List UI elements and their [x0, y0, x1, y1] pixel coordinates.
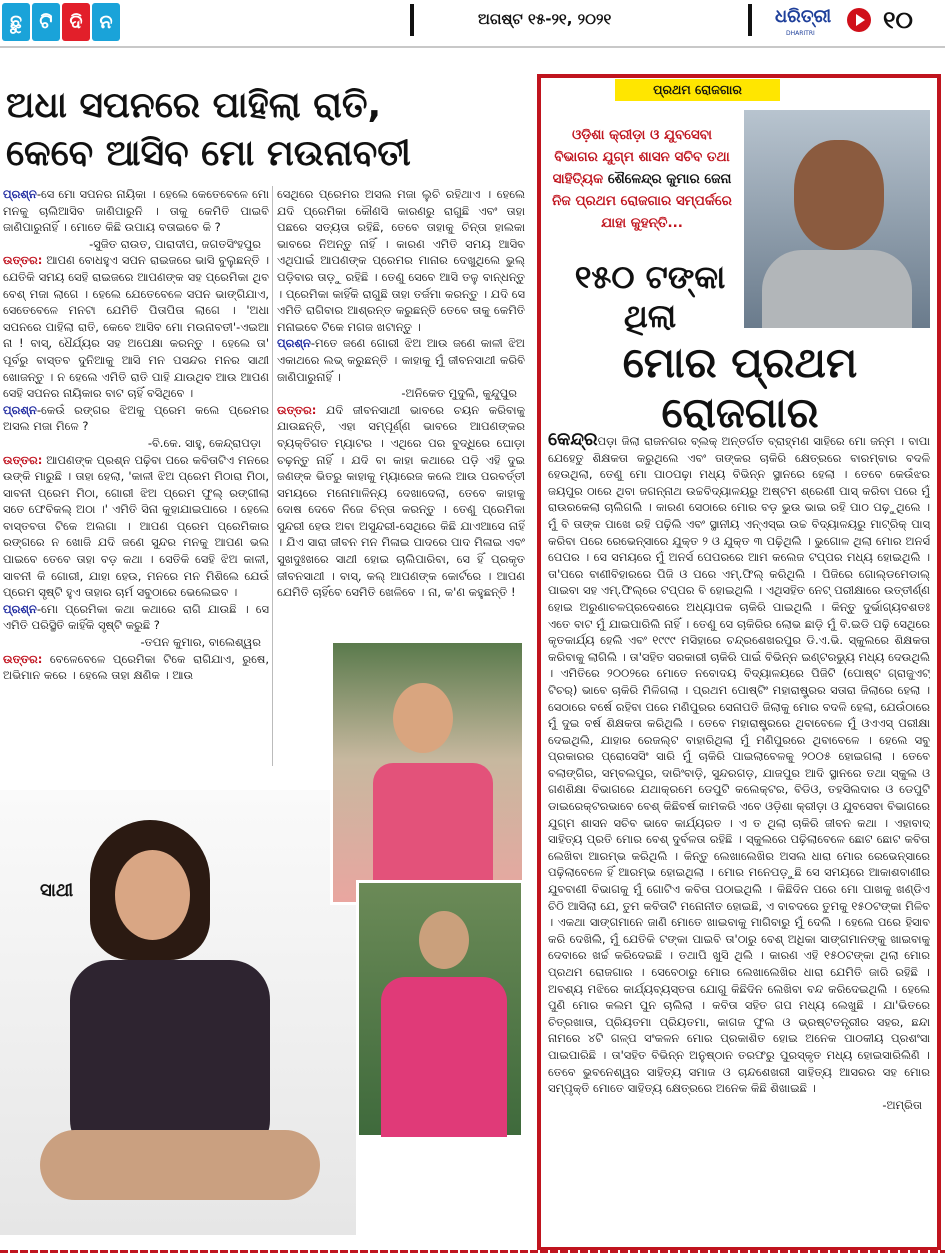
intro-person-name: ଶୈଳେନ୍ଦ୍ର କୁମାର ଜେନା	[607, 171, 732, 187]
question-label: ପ୍ରଶ୍ନ	[3, 402, 37, 417]
question	[3, 402, 269, 435]
feature-text: ପଡ଼ା ଜିଲା ରାଜନଗର ବ୍ଲକ୍ ଅନ୍ତର୍ଗତ ବ୍ରାହ୍ମଣ ସାହିରେ ମୋ ଜନ୍ମ । ବାପା ଯେହେତୁ ଶିକ୍ଷକତା କରୁଥିଲେ ଏବଂ ତାଙ୍କର ଚାକିରି କ୍ଷେତ୍ରରେ ବାରମ୍ବାର ବଦଳି ହେଉଥିଲା, ତେଣୁ ମୋ ପାଠପଢ଼ା ମଧ୍ୟ ବିଭିନ୍ନ ସ୍ଥାନରେ ହେଲା । ତେବେ କେଉଁଝର ଜୟପୁର ଠାରେ ଥିବା ଜଗନ୍ନାଥ ଉଚ୍ଚବିଦ୍ୟାଳୟରୁ ଅଷ୍ଟମ ଶ୍ରେଣୀ ପାସ୍ କରିବା ପରେ ମୁଁ ରାଉରକେଲା ଚାଲିଗଲି । କାରଣ ସେଠାରେ ମୋର ବଡ଼ ଭୁଉ ଭାଇ ରହି ପାଠ ପଢ଼ୁଥିଲେ । ମୁଁ ବି ତାଙ୍କ ପାଖେ ରହି ପଢ଼ିଲି ଏବଂ ସ୍ଥାନୀୟ ଏନ୍ଏସ୍ଇ ଉଚ୍ଚ ବିଦ୍ୟାଳୟରୁ ମାଟ୍ରିକ୍ ପାସ୍ କରିବା ପରେ ରେଭେନ୍ସାରେ ଯୁକ୍ତ ୨ ଓ ଯୁକ୍ତ ୩ ପଢ଼ିଥିଲି । ଭୁଗୋଳ ଥିଲା ମୋର ଅନର୍ସ ପେପର । ସେ ସମୟରେ ମୁଁ ଅନର୍ସ ପେପରରେ ଆମ କଲେଜ ଟପ୍ପର ମଧ୍ୟ ହୋଇଥିଲି । ତା'ପରେ ବାଣୀବିହାରରେ ପିଜି ଓ ପରେ ଏମ୍.ଫିଲ୍ କରିଥିଲି । ପିଜିରେ ଗୋଲ୍ଡମେଡାଲ୍ ପାଇବା ସହ ଏମ୍.ଫିଲ୍‌ରେ ଟପ୍ପର ବି ହୋଇଥିଲି । ଏଥିସହିତ ନେଟ୍ ପରୀକ୍ଷାରେ ଉତ୍ତୀର୍ଣ୍ଣ ହୋଇ ଅରୁଣାଚଳପ୍ରଦେଶରେ ଅଧ୍ୟାପକ ଚାକିରି ପାଇଥିଲି । କିନ୍ତୁ ଦୁର୍ଭାଗ୍ୟବଶତଃ ଏତେ ବାଟ ମୁଁ ଯାଇପାରିଲି ନାହିଁ । ତେଣୁ ସେ ଚାକିରିର ଲୋଭ ଛାଡ଼ି ମୁଁ ବି.ଇଡି ପଢ଼ି ସେଥିରେ କୃତକାର୍ଯ୍ୟ ହେଲି ଏବଂ ୧୯୯୯ ମସିହାରେ ଚନ୍ଦ୍ରଶେଖରପୁର ଡି.ଏ.ଭି. ସ୍କୁଲରେ ଶିକ୍ଷକତା କରିବାକୁ ଲାଗିଲି । ତା'ସହିତ ସରକାରୀ ଚାକିରି ପାଇଁ ବିଭିନ୍ନ ଇଣ୍ଟରଭ୍ୟୁ ମଧ୍ୟ ଦେଉଥିଲି । ଏମିତିରେ ୨୦୦୨ରେ ମୋତେ ନବୋଦୟ ବିଦ୍ୟାଳୟରେ ପିଜିଟି (ପୋଷ୍ଟ ଗ୍ରାଜୁଏଟ୍ ଟିଚର୍) ଭାବେ ଚାକିରି ମିଳିଗଲା । ପ୍ରଥମ ପୋଷ୍ଟିଂ ମହାରାଷ୍ଟ୍ରର ସତାରା ଜିଲାରେ ହେଲା । ସେଠାରେ ବର୍ଷେ ରହିବା ପରେ ମଣିପୁରର ସେନାପତି ଜିଲାକୁ ମୋର ବଦଳି ହେଲା, ଯେଉଁଠାରେ ମୁଁ ଦୁଇ ବର୍ଷ ଶିକ୍ଷକତା କରିଥିଲି । ତେବେ ମହାରାଷ୍ଟ୍ରରେ ଥିବାବେଳେ ମୁଁ ଓଏଏସ୍ ପରୀକ୍ଷା ଦେଇଥିଲି, ଯାହାର ରେଜଲ୍ଟ ବାହାରିଥିଲା ମୁଁ ମଣିପୁରରେ ଥିବାବେଳେ । ହେଲେ ସବୁ ପ୍ରକାରର ପ୍ରୋସେସିଂ ସାରି ମୁଁ ଚାକିରି ପାଇଲାବେଳକୁ ୨୦୦୫ ହୋଇଗଲା । ତେବେ ବଲାଙ୍ଗିର, ସମ୍ବଲପୁର, ଦାରିଂବାଡ଼ି, ସୁନ୍ଦରଗଡ଼, ଯାଜପୁର ଆଦି ସ୍ଥାନରେ ତଥା ସ୍କୁଲ ଓ ଗଣଶିକ୍ଷା ବିଭାଗରେ ଯଥାକ୍ରମେ ଡେପୁଟି କଲେକ୍ଟର, ବିଡିଓ, ତହସିଲଦାର ଓ ଡେପୁଟି ଡାଇରେକ୍ଟରଭାବେ ବେଶ୍ କିଛିବର୍ଷ କାମକରି ଏବେ ଓଡ଼ିଶା କ୍ରୀଡ଼ା ଓ ଯୁବସେବା ବିଭାଗରେ ଯୁଗ୍ମ ଶାସନ ସଚିବ ଭାବେ କାର୍ଯ୍ୟରତ । ଏ ତ ଥିଲା ଚାକିରି ଜୀବନ କଥା । ଏହାବାଦ୍ ସାହିତ୍ୟ ପ୍ରତି ମୋର ବେଶ୍ ଦୁର୍ବଳତା ରହିଛି । ସ୍କୁଲରେ ପଢ଼ିଲାବେଳେ ଛୋଟ ଛୋଟ କବିତା ଲେଖିବା ଆରମ୍ଭ କରିଥିଲି । କିନ୍ତୁ ଲେଖାଲେଖିର ଅସଲ ଧାରା ମୋର ରେଭେନ୍ସାରେ ପଢ଼ିଲାବେଳେ ହିଁ ଆରମ୍ଭ ହୋଇଥିଲା । ମୋର ମନେପଡ଼ୁଛି ସେ ସମୟରେ ଆକାଶବାଣୀର ଯୁବବାଣୀ ବିଭାଗକୁ ମୁଁ ଗୋଟିଏ କବିତା ପଠାଇଥିଲି । କିଛିଦିନ ପରେ ମୋ ପାଖକୁ ଖଣ୍ଡିଏ ଚିଠି ଆସିଲା ଯେ, ତୁମ କବିତାଟି ମନୋନୀତ ହୋଇଛି, ଏ ବାବଦରେ ତୁମକୁ ୧୫୦ଟଙ୍କା ମିଳିବ । ଏକଥା ସାଙ୍ଗମାନେ ଜାଣି ମୋତେ ଖାଇବାକୁ ମାଗିବାରୁ ମୁଁ ଦେଲି । ହେଲେ ପରେ ହିସାବ କରି ଦେଖିଲି, ମୁଁ ଯେତିକି ଟଙ୍କା ପାଇବି ତା'ଠାରୁ ବେଶ୍ ଅଧିକା ସାଙ୍ଗମାନଙ୍କୁ ଖାଇବାକୁ ଦେବାରେ ଖର୍ଚ୍ଚ କରିଦେଇଛି । ତଥାପି ଖୁସି ଥିଲି । କାରଣ ଏହି ୧୫୦ଟଙ୍କା ଥିଲା ମୋର ପ୍ରଥମ ରୋଜଗାର । ସେବେଠାରୁ ମୋର ଲେଖାଲେଖିର ଧାରା ଯେମିତି ଜାରି ରହିଛି । ଅବଶ୍ୟ ମଝିରେ କାର୍ଯ୍ୟବ୍ୟସ୍ତତା ଯୋଗୁ କିଛିଦିନ ଲେଖିବା ବନ୍ଦ କରିଦେଇଥିଲି । ହେଲେ ପୁଣି ମୋର କଲମ ପୁନ ଚାଲିଲା । କବିତା ସହିତ ଗପ ମଧ୍ୟ ଲେଖୁଛି । ଯା'ଭିତରେ ଚିତ୍ରଖାତା, ପ୍ରିୟତମା ପ୍ରିୟତମା, କାଗଜ ଫୁଲ ଓ ଭ୍ରଷ୍ଟତନ୍ତ୍ରୀର ସହର, ଛନ୍ଦା ନାମରେ ୪ଟି ଗଳ୍ପ ସଂକଳନ ମୋର ପ୍ରକାଶିତ ହୋଇ ଅନେକ ପାଠକୀୟ ପ୍ରଶଂସା ପାଇପାରିଛି । ତା'ସହିତ ବିଭିନ୍ନ ଅନୁଷ୍ଠାନ ତରଫରୁ ପୁରସ୍କୃତ ମଧ୍ୟ ହୋଇସାରିଲିଣି । ତେବେ ଭୁବନେଶ୍ୱର ସାହିତ୍ୟ ସମାଜ ଓ ଚାନ୍ଦଶେଖରୀ ସାହିତ୍ୟ ଆସରର ସହ ମୋର ସମ୍ପୃକ୍ତି ମୋତେ ସାହିତ୍ୟ କ୍ଷେତ୍ରରେ ଅନେକ କିଛି ଶିଖାଇଛି ।	[548, 434, 930, 1096]
answer	[3, 452, 269, 601]
headline-line: କେବେ ଆସିବ ମୋ ମଉନାବତୀ	[6, 133, 411, 174]
feature-body	[548, 432, 930, 1232]
photo-face	[393, 683, 453, 753]
photo-shirt	[762, 250, 912, 328]
header-divider	[410, 4, 414, 36]
question	[277, 335, 525, 385]
section-logo	[2, 3, 120, 41]
answer-label: ଉତ୍ତର:	[3, 452, 43, 467]
header-rule	[0, 46, 945, 48]
section-logo-tile: ଛୁ	[2, 3, 30, 41]
page-number: ୧୦	[883, 6, 913, 34]
photo-face	[794, 140, 884, 250]
section-logo-tile: ଟି	[32, 3, 60, 41]
masthead	[0, 0, 945, 46]
photo-dress	[381, 977, 507, 1137]
model-photo-main	[0, 790, 356, 1235]
header-divider	[748, 4, 752, 36]
question-byline: -ଅନିକେତ ମୁଦୁଲି, କୁନ୍ଦୁପୁର	[401, 386, 517, 401]
question-text: -ମତେ ଜଣେ ଗୋରୀ ଝିଅ ଆଉ ଜଣେ କାଳୀ ଝିଅ ଏକାଥରେ ଲଭ୍ କରୁଛନ୍ତି । କାହାକୁ ମୁଁ ଜୀବନସାଥୀ କରିବି ଜାଣିପାରୁନାହିଁ ।	[277, 336, 525, 384]
feature-signoff: -ଅମ୍ରିତା	[882, 1097, 922, 1112]
newspaper-logo: ଧରିତ୍ରୀ	[775, 6, 832, 27]
article-headline	[6, 82, 526, 178]
photo-face	[419, 911, 469, 969]
answer-text: ଆପଣଙ୍କ ପ୍ରଶ୍ନ ପଢ଼ିବା ପରେ କବିତାଟିଏ ମନରେ ଉଙ୍କି ମାରୁଛି । ତାହା ହେଲା, 'କାଳୀ ଝିଅ ପ୍ରେମ ମିଠାରା ମିଠା, ସାବନୀ ପ୍ରେମ ମିଠା, ଗୋରୀ ଝିଅ ପ୍ରେମ ଫୁଲ୍ ରଙ୍ଗୀଲା ସତେ ଫେବିକଲ୍ ଅଠା ।' ଏମିତି ସିନା କୁହାଯାଇପାରେ । ହେଲେ ବାସ୍ତବତା ଟିକେ ଅଲଗା । ଆପଣ ପ୍ରେମ ପ୍ରେମିକାର ରଙ୍ଗରେ ନ ଖୋଜି ଯଦି ଜଣେ ସୁନ୍ଦର ମନକୁ ଆପଣ ଭଲ ପାଇବେ ତେବେ ତାହା ବଡ଼ କଥା । ସେତିକି ସେହି ଝିଅ କାଳୀ, ସାବନୀ କି ଗୋରୀ, ଯାହା ହେଉ, ମନରେ ମନ ମିଶିଲେ ଯେଉଁ ପ୍ରେମ ସୃଷ୍ଟି ହୁଏ ତାହାର ଚାର୍ମ ସବୁଠାରେ ଭେଲେଇବ ।	[3, 452, 269, 600]
feature-headline-title: ମୋର ପ୍ରଥମ ରୋଜଗାର	[622, 338, 858, 437]
photo-caption: ସାଥୀ	[40, 880, 74, 901]
question-text: -ମୋ ପ୍ରେମିକା କଥା କଥାରେ ରାଗି ଯାଉଛି । ସେ ଏମିତି ପରିସ୍ଥିତି କାହିଁକି ସୃଷ୍ଟି କରୁଛି ?	[3, 601, 269, 633]
footer-rule	[0, 1250, 945, 1253]
section-logo-tile: ନ	[92, 3, 120, 41]
question	[3, 601, 269, 634]
intro-text: ନିଜ ପ୍ରଥମ ରୋଜଗାର ସମ୍ପର୍କରେ ଯାହା କୁହନ୍ତି...	[552, 193, 732, 231]
question-byline: -ସୁଜିତ ରାଉତ, ପାରାଦୀପ, ଜଗତସିଂହପୁର	[89, 236, 261, 251]
model-photo-bride	[330, 640, 525, 905]
question-text: -କେଉଁ ରଙ୍ଗର ଝିଅକୁ ପ୍ରେମ କଲେ ପ୍ରେମର ଅସଲ ମଜା ମିଳେ ?	[3, 402, 269, 434]
question-label: ପ୍ରଶ୍ନ	[277, 336, 311, 351]
play-icon	[847, 8, 871, 32]
feature-kicker: ପ୍ରଥମ ରୋଜଗାର	[615, 79, 780, 101]
answer	[3, 651, 269, 684]
model-photo-pink-dress	[356, 880, 524, 1138]
column-divider	[272, 186, 273, 766]
answer-text: ବେଳେବେଳେ ପ୍ରେମିକା ଟିକେ ରାଗିଯାଏ, ରୁଷେ, ଅଭିମାନ କରେ । ହେଲେ ତାହା କ୍ଷଣିକ । ଆଉ	[3, 651, 269, 683]
newspaper-logo-sub: DHARITRI	[786, 30, 815, 37]
feature-intro	[548, 124, 736, 234]
feature-paragraph	[548, 432, 930, 1097]
headline-line: ଅଧା ସପନରେ ପାହିଲା ରାତି,	[6, 85, 382, 126]
article-column-left	[3, 186, 269, 766]
question-text: -ସେ ମୋ ସପନର ନାୟିକା । ହେଲେ କେତେବେଳେ ମୋ ମନକୁ ଚାଲିଆସିବ ଜାଣିପାରୁନି । ତାକୁ କେମିତି ପାଇବି ଜାଣିପାରୁନାହିଁ । ମୋତେ କିଛି ଉପାୟ ବତାଇବେ କି ?	[3, 187, 269, 235]
answer	[277, 402, 525, 601]
author-photo	[744, 110, 930, 328]
question	[3, 186, 269, 236]
drop-word: କେନ୍ଦ୍ର	[548, 432, 598, 450]
answer-continued: ସେଥିରେ ପ୍ରେମର ଅସଲ ମଜା ଲୁଚି ରହିଥାଏ । ହେଲେ ଯଦି ପ୍ରେମିକା କୌଣସି କାରଣରୁ ରାଗୁଛି ଏବଂ ତାହା ପଛରେ ସତ୍ୟତା ରହିଛି, ତେବେ ତାହାକୁ ଚିନ୍ତା ହାଲକା ଭାବରେ ନିଅନ୍ତୁ ନାହିଁ । କାରଣ ଏମିତି ସମୟ ଆସିବ ଏଥିପାଇଁ ଆପଣଙ୍କ ପ୍ରେମର ମାନାର ଦେଖୁଥିଲେ ଭୁଲ୍ ପଡ଼ିବାର ତାଡ଼ୁ ରହିଛି । ତେଣୁ ସେବେ ଆସି ତଳୁ ବାନ୍ଧନ୍ତୁ । ପ୍ରେମିକା କାହିଁକି ରାଗୁଛି ତାହା ତର୍ଜମା କରନ୍ତୁ । ଯଦି ସେ ଏମିତି ରାଗିବାର ଆଶ୍ରନ୍ତ କରୁଛନ୍ତି ତେବେ ତାକୁ କେମିତି ମନାଇବେ ଟିକେ ମଗଜ ଖଟାନ୍ତୁ ।	[277, 187, 525, 334]
article-column-middle	[277, 186, 525, 646]
answer-text: ଆପଣ ବୋଧହୁଏ ସପନ ରାଇଜରେ ଭାସି ବୁଲୁଛନ୍ତି । ଯେତିକି ସମୟ ସେହି ରାଇଜରେ ଆପଣଙ୍କ ସହ ପ୍ରେମିକା ଥିବ ବେଶ୍ ମଜା ଲାଗେ । ହେଲେ ଯେତେବେଳେ ସପନ ଭାଙ୍ଗିଯାଏ, ସେତେବେଳେ ମନଟା ଯେମିତି ପିତାପିତା ଲାଗେ । 'ଅଧା ସପନରେ ପାହିଲା ରାତି, କେବେ ଆସିବ ମୋ ମଉନାବତୀ'-ଏଇଆ ନା ! ବାସ୍, ଧୈର୍ଯ୍ୟର ସହ ଅପେକ୍ଷା କରନ୍ତୁ । ହେଲେ ତା' ପୂର୍ବରୁ ବାସ୍ତବ ଦୁନିଆକୁ ଆସି ମନ ପସନ୍ଦର ମନର ସାଥୀ ଖୋଜନ୍ତୁ । ନ ହେଲେ ଏମିତି ରାତି ପାହି ଯାଉଥିବ ଆଉ ଆପଣ ସେହି ସପନର ନାୟିକାର ବାଟ ଚାହିଁ ବସିଥିବେ ।	[3, 253, 269, 401]
photo-face	[115, 850, 190, 940]
intro-text: ଓଡ଼ିଶା କ୍ରୀଡ଼ା ଓ ଯୁବସେବା ବିଭାଗର ଯୁଗ୍ମ ଶାସନ ସଚିବ ତଥା ସାହିତ୍ୟିକ	[552, 127, 730, 187]
answer-label: ଉତ୍ତର:	[3, 651, 43, 666]
issue-date: ଅଗଷ୍ଟ ୧୫-୨୧, ୨୦୨୧	[478, 10, 612, 28]
answer-text: ଯଦି ଜୀବନସାଥୀ ଭାବରେ ଚୟନ କରିବାକୁ ଯାଉଛନ୍ତି, ଏହା ସମ୍ପୂର୍ଣ୍ଣ ଭାବରେ ଆପଣଙ୍କର ବ୍ୟକ୍ତିଗତ ମ୍ୟାଟର । ଏଥିରେ ପର ବୁଦ୍ଧିରେ ଘୋଡ଼ା ଚଢ଼ନ୍ତୁ ନାହିଁ । ଯଦି ବା କାହା କଥାରେ ପଡ଼ି ଏହି ଦୁଇ ଜଣଙ୍କ ଭିତରୁ କାହାକୁ ମ୍ୟାରେଜ କଲେ ଆଉ ପରବର୍ତ୍ତୀ ସମୟରେ ମନୋମାଳିନ୍ୟ ଦେଖାଦେଲା, ତେବେ କାହାକୁ ଦୋଷ ଦେବେ ନିଜେ ଚିନ୍ତା କରନ୍ତୁ । ତେଣୁ ପ୍ରେମିକା ସୁନ୍ଦରୀ ହେଉ ଅବା ଅସୁନ୍ଦରୀ-ସେଥିରେ କିଛି ଯାଏଆସେ ନାହିଁ । ଯିଏ ସାରା ଜୀବନ ମନ ମିଳାଇ ପାଦରେ ପାଦ ମିଳାଇ ଏବଂ ସୁଖଦୁଃଖରେ ସାଥୀ ହୋଇ ଚାଲିପାରିବା, ସେ ହିଁ ପ୍ରକୃତ ଜୀବନସାଥୀ । ବାସ୍, କଲ୍ ଆପଣଙ୍କ କୋର୍ଟରେ । ଆପଣ ଯେମିତି ଚାହିଁବେ ସେମିତି ଖେଳିବେ । ନା, କ'ଣ କହୁଛନ୍ତି !	[277, 402, 525, 600]
question-label: ପ୍ରଶ୍ନ	[3, 187, 37, 201]
photo-legs	[40, 1130, 320, 1200]
question-label: ପ୍ରଶ୍ନ	[3, 601, 37, 616]
feature-headline-amount: ୧୫୦ ଟଙ୍କା ଥିଲା	[574, 258, 726, 335]
answer-label: ଉତ୍ତର:	[277, 402, 317, 417]
answer	[3, 252, 269, 401]
question-byline: -ବି.କେ. ସାହୁ, କେନ୍ଦ୍ରାପଡ଼ା	[147, 435, 261, 450]
question-byline: -ତପନ କୁମାର, ବାଲେଶ୍ୱର	[140, 635, 261, 650]
answer-label: ଉତ୍ତର:	[3, 253, 43, 268]
section-logo-tile: ଦି	[62, 3, 90, 41]
